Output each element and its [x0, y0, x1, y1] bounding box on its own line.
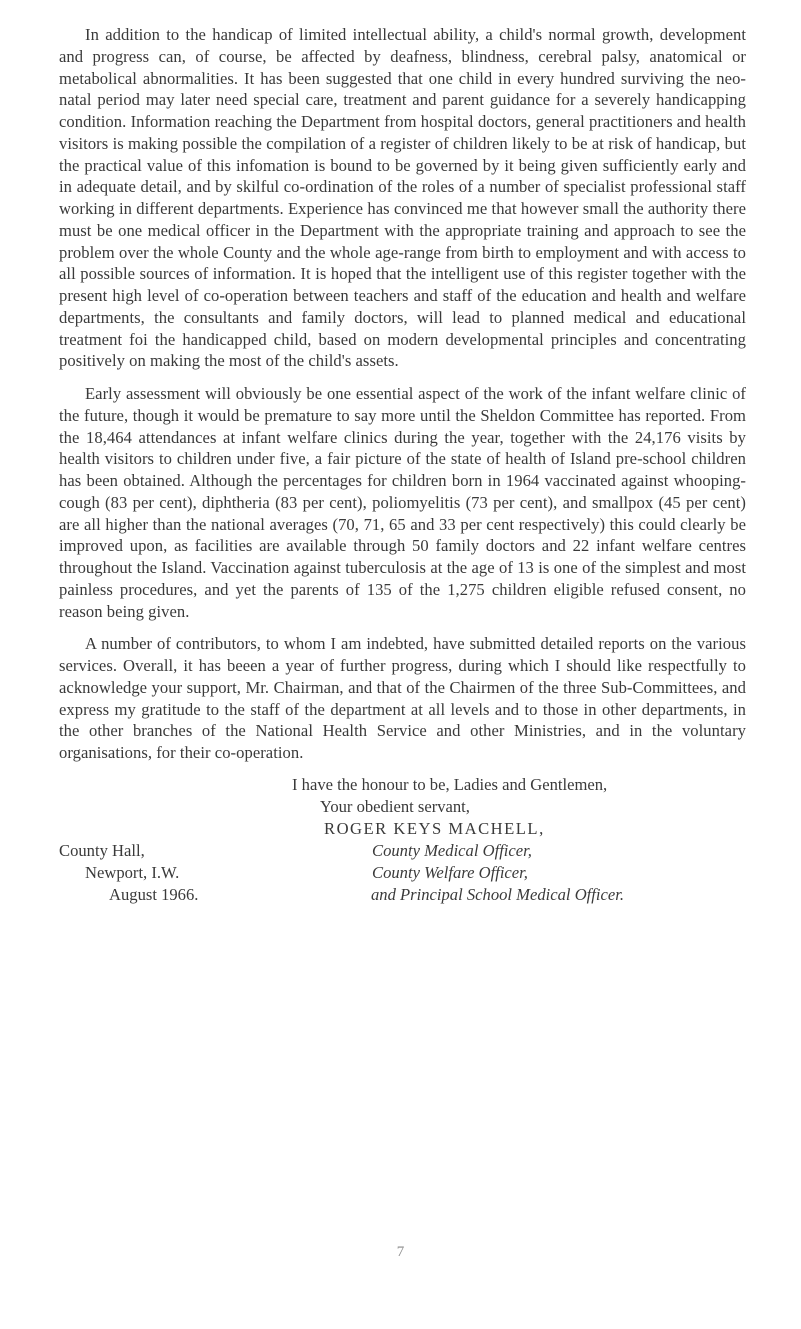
- document-page: [59, 24, 746, 924]
- address-line-1: County Hall,: [59, 840, 145, 860]
- paragraph-acknowledgements: A number of contributors, to whom I am indebted, have submitted detailed reports on the various services. Overall, it has beeen a year of further progress, during which I should like respectfully to acknowledge your support, Mr. Chairman, and that of the Chairmen of the three Sub-Committees, and express my gratitude to the staff of the department at all levels and to those in other departments, in the other branches of the National Health Service and other Ministries, and in the voluntary organisations, for their co-operation.: [59, 634, 746, 762]
- paragraph-handicap: In addition to the handicap of limited intellectual ability, a child's normal growth, development and progress can, of course, be affected by deafness, blindness, cerebral palsy, anatomical or metabolical abnormalities. It has been suggested that one child in every hundred surviving the neo-natal period may later need special care, treatment and parent guidance for a severely handicapping condition. Information reaching the Department from hospital doctors, general practitioners and health visitors is making possible the compilation of a register of children likely to be at risk of handicap, but the practical value of this infomation is bound to be governed by it being given sufficiently early and in adequate detail, and by skilful co-ordination of the roles of a number of specialist professional staff working in different departments. Experience has convinced me that however small the authority there must be one medical officer in the Department with the appropriate training and approach to see the problem over the whole County and the whole age-range from birth to employment and with access to all possible sources of information. It is hoped that the intelligent use of this register together with the present high level of co-operation between teachers and staff of the education and health and welfare departments, the consultants and family doctors, will lead to planned medical and educational treatment foi the handicapped child, based on modern developmental principles and concentrating positively on making the most of the child's assets.: [59, 25, 746, 371]
- title-line-1: County Medical Officer,: [372, 840, 532, 860]
- address-line-3: August 1966.: [109, 884, 199, 904]
- servant-line: Your obedient servant,: [320, 796, 470, 816]
- honour-line: I have the honour to be, Ladies and Gentlemen,: [292, 774, 608, 794]
- address-line-2: Newport, I.W.: [85, 862, 180, 882]
- title-line-2: County Welfare Officer,: [372, 862, 528, 882]
- paragraph-early-assessment: Early assessment will obviously be one essential aspect of the work of the infant welfare clinic of the future, though it would be premature to say more until the Sheldon Committee has reported. From the 18,464 attendances at infant welfare clinics during the year, together with the 24,176 visits by health visitors to children under five, a fair picture of the state of health of Island pre-school children has been obtained. Although the percentages for children born in 1964 vaccinated against whooping-cough (83 per cent), diphtheria (83 per cent), poliomyelitis (73 per cent), and smallpox (45 per cent) are all higher than the national averages (70, 71, 65 and 33 per cent respectively) this could clearly be improved upon, as facilities are available through 50 family doctors and 22 infant welfare centres throughout the Island. Vaccination against tuberculosis at the age of 13 is one of the simplest and most painless procedures, and yet the parents of 135 of the 1,275 children eligible refused consent, no reason being given.: [59, 384, 746, 621]
- page-number: 7: [396, 1244, 405, 1260]
- letter-closing: [59, 774, 746, 924]
- title-line-3: and Principal School Medical Officer.: [371, 884, 625, 904]
- signature-name: ROGER KEYS MACHELL,: [324, 818, 545, 838]
